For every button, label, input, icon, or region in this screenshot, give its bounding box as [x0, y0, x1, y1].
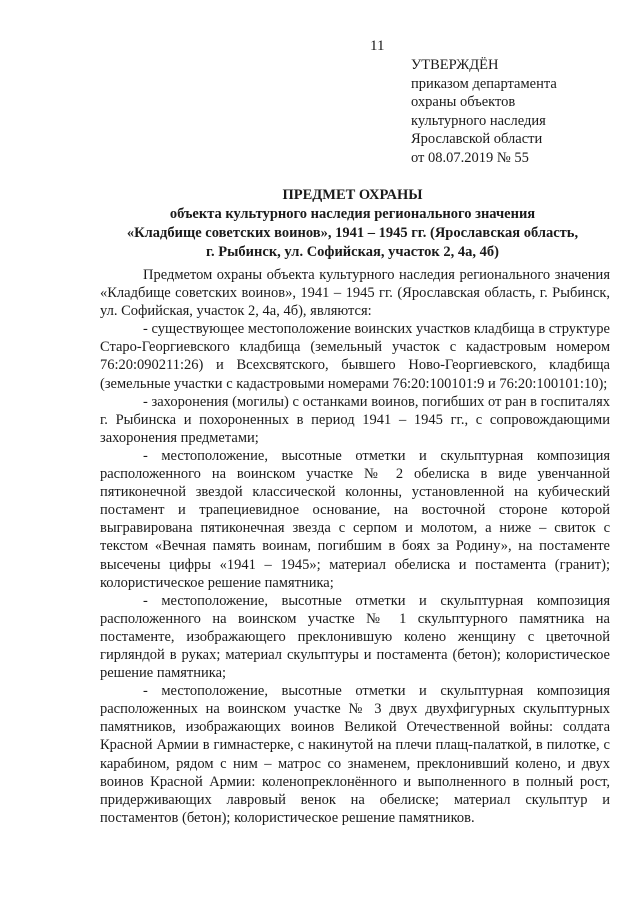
list-item: - захоронения (могилы) с останками воинов, погибших от ран в госпиталях г. Рыбинска и похороненных в период 1941 – 1945 гг., с сопровождающими захоронения предметами;: [100, 393, 610, 446]
intro-paragraph: Предметом охраны объекта культурного наследия регионального значения «Кладбище советских воинов», 1941 – 1945 гг. (Ярославская область, г. Рыбинск, ул. Софийская, участок 2, 4а, 4б), являются:: [100, 267, 610, 320]
document-body: [100, 266, 610, 827]
heading-title: ПРЕДМЕТ ОХРАНЫ: [282, 187, 423, 203]
list-item: - местоположение, высотные отметки и скульптурная композиция расположенного на воинском участке № 1 скульптурного памятника на постаменте, изображающего преклонившую колено женщину с цветочной гирляндой в руках; материал скульптуры и постамента (бетон); колористическое решение памятника;: [100, 592, 610, 682]
approval-line: охраны объектов: [411, 94, 516, 110]
page-number: 11: [370, 38, 385, 54]
heading-line: объекта культурного наследия регионального значения: [169, 206, 536, 222]
approval-line: приказом департамента: [411, 75, 557, 92]
approval-stamp: [411, 56, 626, 167]
document-heading: [100, 186, 605, 262]
approval-date: от 08.07.2019 № 55: [411, 149, 529, 166]
heading-line: «Кладбище советских воинов», 1941 – 1945 гг. (Ярославская область,: [126, 225, 579, 241]
approval-line: Ярославской области: [411, 131, 543, 147]
approval-line: культурного наследия: [411, 112, 546, 129]
list-item: - местоположение, высотные отметки и скульптурная композиция расположенных на воинском участке № 3 двух двухфигурных скульптурных памятников, изображающих воинов Великой Отечественной войны: солдата Красной Армии в гимнастерке, с накинутой на плечи плащ-палаткой, в пилотке, с карабином, рядом с ним – матрос со знаменем, преклонивший колено, и двух воинов Красной Армии: коленопреклонённого и выполненного в полный рост, придерживающих лавровый венок на обелиске; материал скульптур и постаментов (бетон); колористическое решение памятников.: [100, 683, 610, 826]
list-item: - существующее местоположение воинских участков кладбища в структуре Старо-Георгиевского кладбища (земельный участок с кадастровым номером 76:20:090211:26) и Всехсвятского, бывшего Ново-Георгиевского, кладбища (земельные участки с кадастровыми номерами 76:20:100101:9 и 76:20:100101:10);: [100, 321, 610, 392]
approval-title: УТВЕРЖДЁН: [411, 57, 499, 73]
list-item: - местоположение, высотные отметки и скульптурная композиция расположенного на воинском участке № 2 обелиска в виде увенчанной пятиконечной звездой классической колонны, установленной на кубический постамент и трапециевидное основание, на восточной стороне которой выгравирована пятиконечная звезда с серпом и молотом, а ниже – свиток с текстом «Вечная память воинам, погибшим в боях за Родину», на постаменте высечены цифры «1941 – 1945»; материал обелиска и постамента (гранит); колористическое решение памятника;: [100, 447, 610, 591]
heading-line: г. Рыбинск, ул. Софийская, участок 2, 4а, 4б): [206, 244, 499, 260]
